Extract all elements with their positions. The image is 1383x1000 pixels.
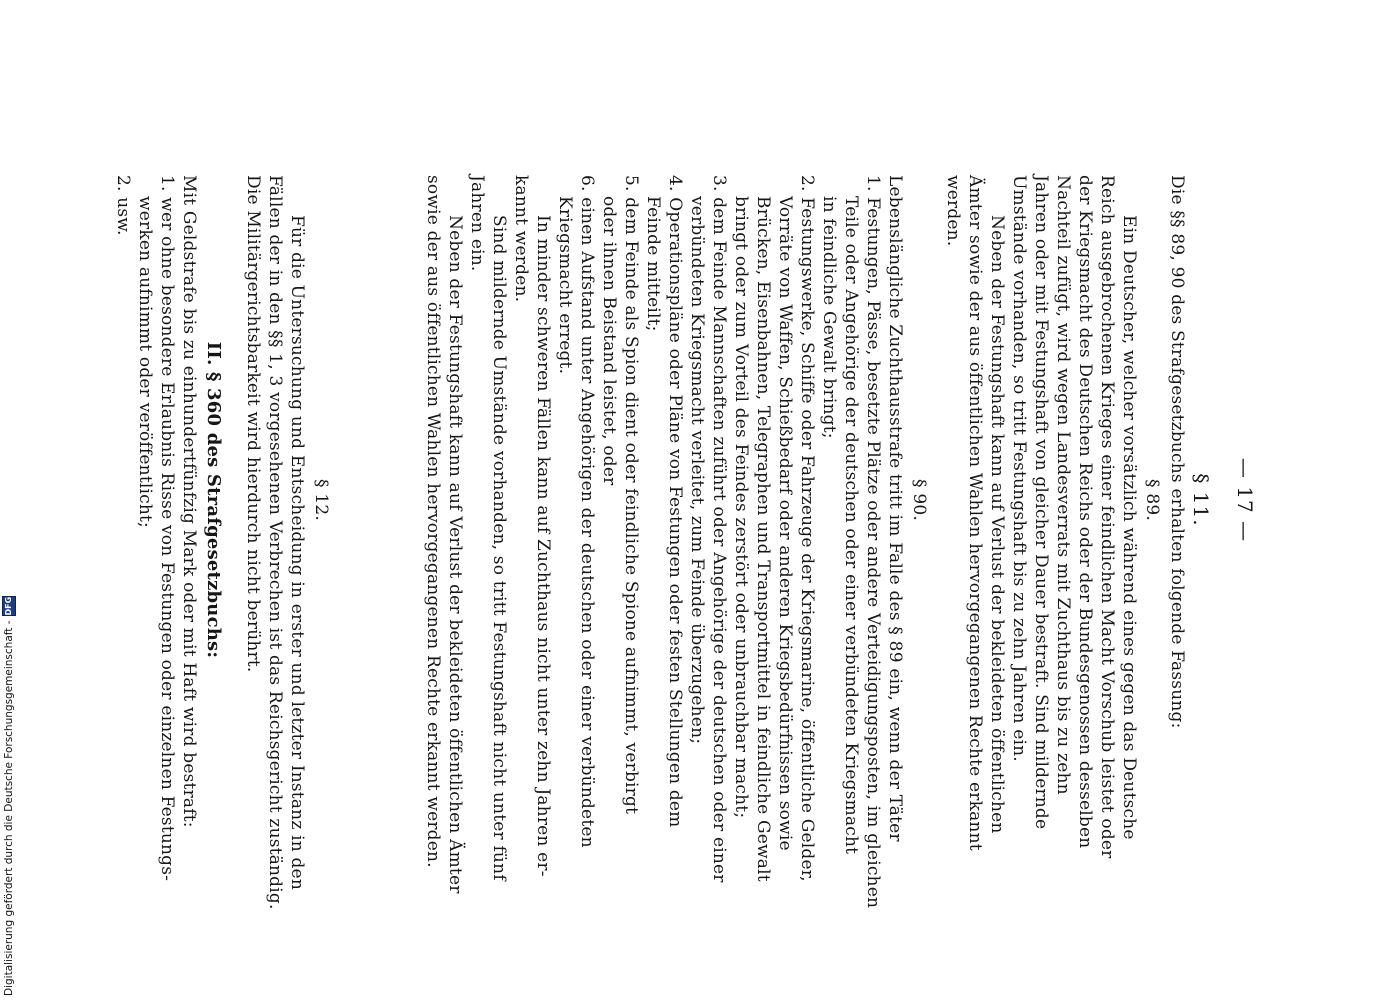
p90-item-12: oder ihnen Beistand leistet, oder — [599, 196, 619, 486]
page-number: — 17 — — [1233, 457, 1257, 543]
p89-line-5: Umstände vorhanden, so tritt Festungshaft bis zu zehn Jahren ein. — [1009, 175, 1029, 762]
p90-item-2: in feindliche Gewalt bringt; — [819, 196, 839, 439]
p90-rest-4: Neben der Festungshaft kann auf Verlust der bekleideten öffentlichen Ämter — [445, 215, 465, 894]
p90-rest-5: sowie der aus öffentlichen Wahlen hervorgegangenen Rechte erkannt werden. — [423, 175, 443, 868]
p90-item-11: 5. dem Feinde als Spion dient oder feindliche Spione aufnimmt, verbirgt — [621, 175, 641, 815]
p89-line-7: Ämter sowie der aus öffentlichen Wahlen hervorgegangenen Rechte erkannt — [965, 175, 985, 851]
p12-line-1: Fällen der in den §§ 1, 3 vorgesehenen Verbrechen ist das Reichsgericht zuständig. — [265, 175, 285, 910]
p89-line-0: Ein Deutscher, welcher vorsätzlich während eines gegen das Deutsche — [1119, 215, 1139, 840]
p89-line-6: Neben der Festungshaft kann auf Verlust der bekleideten öffentlichen — [987, 215, 1007, 834]
p360-line-1: 1. wer ohne besondere Erlaubnis Risse von Festungen oder einzelnen Festungs- — [157, 175, 177, 882]
section-heading-11: § 11. — [1189, 473, 1213, 527]
p90-rest-0: In minder schweren Fällen kann auf Zuchthaus nicht unter zehn Jahren er- — [533, 215, 553, 877]
paragraph-90-heading: § 90. — [909, 479, 929, 521]
p90-item-5: Brücken, Eisenbahnen, Telegraphen und Transportmittel in feindliche Gewalt — [753, 196, 773, 882]
p90-item-6: bringt oder zum Vorteil des Feindes zerstört oder unbrauchbar macht; — [731, 196, 751, 819]
p12-line-0: Für die Untersuchung und Entscheidung in erster und letzter Instanz in den — [287, 215, 307, 890]
p90-intro: Lebenslängliche Zuchthausstrafe tritt im Falle des § 89 ein, wenn der Täter — [885, 175, 905, 842]
p90-item-0: 1. Festungen, Pässe, besetzte Plätze oder andere Verteidigungsposten, im gleichen — [863, 175, 883, 909]
p90-item-13: 6. einen Aufstand unter Angehörigen der deutschen oder einer verbündeten — [577, 175, 597, 848]
paragraph-89-heading: § 89. — [1142, 479, 1162, 521]
paragraph-12-heading: § 12. — [311, 479, 331, 521]
digitization-credit — [0, 0, 20, 1000]
p90-item-10: Feinde mitteilt; — [643, 196, 663, 332]
p90-rest-3: Jahren ein. — [467, 175, 487, 272]
p90-item-4: Vorräte von Waffen, Schießbedarf oder anderen Kriegsbedürfnissen sowie — [775, 196, 795, 851]
p90-item-3: 2. Festungswerke, Schiffe oder Fahrzeuge der Kriegsmarine, öffentliche Gelder, — [797, 175, 817, 882]
p89-line-1: Reich ausgebrochenen Krieges einer feindlichen Macht Vorschub leistet oder — [1097, 175, 1117, 859]
p90-item-14: Kriegsmacht erregt. — [555, 196, 575, 375]
credit-text: Digitalisierung gefördert durch die Deutsche Forschungsgemeinschaft - — [3, 620, 15, 996]
p90-item-7: 3. dem Feinde Mannschaften zuführt oder Angehörige der deutschen oder einer — [709, 175, 729, 883]
p90-item-1: Teile oder Angehörige der deutschen oder einer verbündeten Kriegsmacht — [841, 196, 861, 855]
p89-line-4: Jahren oder mit Festungshaft von gleicher Dauer bestraft. Sind mildernde — [1031, 175, 1051, 830]
p90-item-8: verbündeten Kriegsmacht verleitet, zum Feinde überzugehen; — [687, 196, 707, 745]
p89-line-8: werden. — [943, 175, 963, 247]
paragraph-360-heading: II. § 360 des Strafgesetzbuchs: — [203, 341, 224, 659]
p89-line-3: Nachteil zufügt, wird wegen Landesverrats mit Zuchthaus bis zu zehn — [1053, 175, 1073, 795]
p90-rest-2: Sind mildernde Umstände vorhanden, so tritt Festungshaft nicht unter fünf — [489, 215, 509, 881]
intro-line: Die §§ 89, 90 des Strafgesetzbuchs erhalten folgende Fassung: — [1167, 175, 1187, 729]
p360-line-0: Mit Geldstrafe bis zu einhundertfünfzig Mark oder mit Haft wird bestraft: — [179, 175, 199, 828]
p12-line-2: Die Militärgerichtsbarkeit wird hierdurch nicht berührt. — [243, 175, 263, 673]
p89-line-2: der Kriegsmacht des Deutschen Reichs oder der Bundesgenossen desselben — [1075, 175, 1095, 849]
p360-line-2: werken aufnimmt oder veröffentlicht; — [135, 196, 155, 528]
p90-rest-1: kannt werden. — [511, 175, 531, 303]
p360-line-3: 2. usw. — [113, 175, 133, 236]
dfg-logo: DFG — [2, 596, 16, 617]
p90-item-9: 4. Operationspläne oder Pläne von Festungen oder festen Stellungen dem — [665, 175, 685, 828]
